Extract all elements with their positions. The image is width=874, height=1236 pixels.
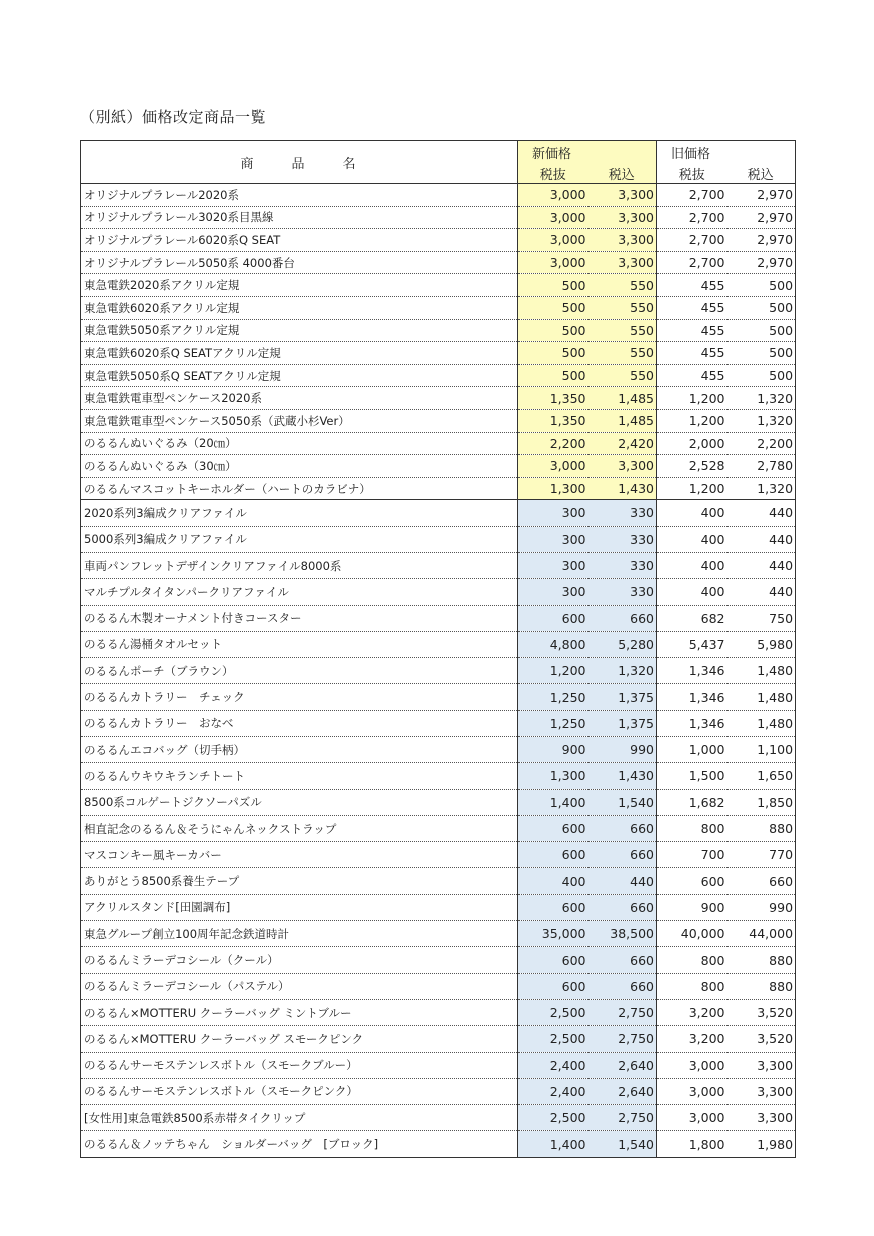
old-tax-incl-cell: 440 bbox=[727, 526, 796, 552]
old-tax-excl-cell: 400 bbox=[657, 526, 727, 552]
table-row bbox=[81, 947, 796, 973]
table-row bbox=[81, 894, 796, 920]
product-name-cell: 東急電鉄5050系Q SEATアクリル定規 bbox=[81, 364, 518, 387]
new-tax-excl-cell: 2,500 bbox=[518, 999, 588, 1025]
product-name-cell: 東急電鉄6020系アクリル定規 bbox=[81, 296, 518, 319]
header-product-name: 商品名 bbox=[81, 141, 518, 184]
old-tax-excl-cell: 455 bbox=[657, 364, 727, 387]
new-tax-incl-cell: 660 bbox=[588, 842, 657, 868]
new-tax-excl-cell: 400 bbox=[518, 868, 588, 894]
old-tax-incl-cell: 500 bbox=[727, 364, 796, 387]
product-name-cell: オリジナルプラレール5050系 4000番台 bbox=[81, 251, 518, 274]
table-row bbox=[81, 342, 796, 365]
new-tax-excl-cell: 900 bbox=[518, 736, 588, 762]
old-tax-excl-cell: 682 bbox=[657, 605, 727, 631]
table-row bbox=[81, 763, 796, 789]
product-name-cell: のるるん＆ノッテちゃん ショルダーバッグ [ブロック] bbox=[81, 1131, 518, 1157]
old-tax-incl-cell: 2,970 bbox=[727, 251, 796, 274]
new-tax-incl-cell: 2,640 bbox=[588, 1052, 657, 1078]
new-tax-incl-cell: 5,280 bbox=[588, 631, 657, 657]
product-name-cell: のるるんぬいぐるみ（30㎝） bbox=[81, 455, 518, 478]
old-tax-incl-cell: 1,480 bbox=[727, 684, 796, 710]
old-tax-excl-cell: 2,700 bbox=[657, 251, 727, 274]
new-tax-incl-cell: 1,320 bbox=[588, 658, 657, 684]
table-row bbox=[81, 736, 796, 762]
new-tax-excl-cell: 300 bbox=[518, 526, 588, 552]
old-tax-excl-cell: 900 bbox=[657, 894, 727, 920]
header-old-tax-excl: 税抜 bbox=[657, 163, 727, 184]
old-tax-excl-cell: 800 bbox=[657, 947, 727, 973]
old-tax-incl-cell: 880 bbox=[727, 947, 796, 973]
table-row bbox=[81, 605, 796, 631]
old-tax-excl-cell: 1,800 bbox=[657, 1131, 727, 1157]
product-name-cell: のるるん木製オーナメント付きコースター bbox=[81, 605, 518, 631]
product-name-cell: オリジナルプラレール2020系 bbox=[81, 184, 518, 207]
old-tax-incl-cell: 660 bbox=[727, 868, 796, 894]
old-tax-incl-cell: 500 bbox=[727, 319, 796, 342]
page-title: （別紙）価格改定商品一覧 bbox=[80, 108, 267, 126]
old-tax-incl-cell: 3,300 bbox=[727, 1105, 796, 1131]
new-tax-incl-cell: 330 bbox=[588, 500, 657, 526]
new-tax-excl-cell: 1,250 bbox=[518, 684, 588, 710]
table-row bbox=[81, 526, 796, 552]
new-tax-excl-cell: 3,000 bbox=[518, 184, 588, 207]
product-name-cell: のるるんサーモステンレスボトル（スモークブルー） bbox=[81, 1052, 518, 1078]
new-tax-excl-cell: 3,000 bbox=[518, 206, 588, 229]
product-name-cell: のるるんマスコットキーホルダー（ハートのカラビナ） bbox=[81, 477, 518, 500]
old-tax-excl-cell: 1,200 bbox=[657, 409, 727, 432]
new-tax-excl-cell: 2,200 bbox=[518, 432, 588, 455]
new-tax-incl-cell: 660 bbox=[588, 815, 657, 841]
new-tax-incl-cell: 1,430 bbox=[588, 763, 657, 789]
table-row bbox=[81, 319, 796, 342]
old-tax-excl-cell: 3,200 bbox=[657, 1026, 727, 1052]
old-tax-excl-cell: 400 bbox=[657, 579, 727, 605]
product-name-cell: 車両パンフレットデザインクリアファイル8000系 bbox=[81, 552, 518, 578]
table-row bbox=[81, 842, 796, 868]
old-tax-excl-cell: 2,700 bbox=[657, 229, 727, 252]
old-tax-excl-cell: 1,346 bbox=[657, 710, 727, 736]
old-tax-excl-cell: 1,346 bbox=[657, 684, 727, 710]
old-tax-incl-cell: 2,200 bbox=[727, 432, 796, 455]
new-tax-incl-cell: 3,300 bbox=[588, 455, 657, 478]
old-tax-excl-cell: 455 bbox=[657, 274, 727, 297]
new-tax-excl-cell: 1,400 bbox=[518, 1131, 588, 1157]
table-row bbox=[81, 251, 796, 274]
new-tax-excl-cell: 600 bbox=[518, 605, 588, 631]
old-tax-incl-cell: 770 bbox=[727, 842, 796, 868]
old-tax-incl-cell: 1,650 bbox=[727, 763, 796, 789]
new-tax-incl-cell: 1,375 bbox=[588, 710, 657, 736]
new-tax-excl-cell: 1,350 bbox=[518, 387, 588, 410]
new-tax-excl-cell: 600 bbox=[518, 815, 588, 841]
new-tax-incl-cell: 3,300 bbox=[588, 229, 657, 252]
table-row bbox=[81, 1052, 796, 1078]
new-tax-excl-cell: 3,000 bbox=[518, 229, 588, 252]
new-tax-excl-cell: 600 bbox=[518, 947, 588, 973]
table-row bbox=[81, 815, 796, 841]
product-name-cell: のるるんミラーデコシール（クール） bbox=[81, 947, 518, 973]
new-tax-excl-cell: 4,800 bbox=[518, 631, 588, 657]
old-tax-excl-cell: 1,682 bbox=[657, 789, 727, 815]
product-name-cell: 東急電鉄電車型ペンケース2020系 bbox=[81, 387, 518, 410]
old-tax-incl-cell: 1,850 bbox=[727, 789, 796, 815]
new-tax-incl-cell: 440 bbox=[588, 868, 657, 894]
old-tax-excl-cell: 455 bbox=[657, 296, 727, 319]
product-name-cell: 東急電鉄2020系アクリル定規 bbox=[81, 274, 518, 297]
table-row bbox=[81, 921, 796, 947]
new-tax-excl-cell: 2,500 bbox=[518, 1105, 588, 1131]
old-tax-incl-cell: 44,000 bbox=[727, 921, 796, 947]
old-tax-excl-cell: 800 bbox=[657, 815, 727, 841]
new-tax-incl-cell: 3,300 bbox=[588, 251, 657, 274]
new-tax-incl-cell: 2,750 bbox=[588, 999, 657, 1025]
table-row bbox=[81, 1131, 796, 1157]
new-tax-incl-cell: 1,430 bbox=[588, 477, 657, 500]
table-row bbox=[81, 184, 796, 207]
old-tax-excl-cell: 600 bbox=[657, 868, 727, 894]
old-tax-incl-cell: 1,480 bbox=[727, 710, 796, 736]
new-tax-incl-cell: 3,300 bbox=[588, 184, 657, 207]
new-tax-excl-cell: 1,200 bbox=[518, 658, 588, 684]
product-name-cell: のるるんカトラリー チェック bbox=[81, 684, 518, 710]
old-tax-incl-cell: 440 bbox=[727, 500, 796, 526]
table-row bbox=[81, 432, 796, 455]
table-row bbox=[81, 229, 796, 252]
table-row bbox=[81, 387, 796, 410]
old-tax-incl-cell: 2,970 bbox=[727, 229, 796, 252]
new-tax-incl-cell: 990 bbox=[588, 736, 657, 762]
new-tax-incl-cell: 2,750 bbox=[588, 1105, 657, 1131]
old-tax-excl-cell: 3,000 bbox=[657, 1078, 727, 1104]
product-name-cell: マルチプルタイタンパークリアファイル bbox=[81, 579, 518, 605]
header-old-tax-incl: 税込 bbox=[727, 163, 796, 184]
new-tax-excl-cell: 600 bbox=[518, 894, 588, 920]
new-tax-excl-cell: 2,400 bbox=[518, 1078, 588, 1104]
table-row bbox=[81, 973, 796, 999]
old-tax-excl-cell: 3,000 bbox=[657, 1105, 727, 1131]
new-tax-incl-cell: 2,750 bbox=[588, 1026, 657, 1052]
new-tax-incl-cell: 550 bbox=[588, 364, 657, 387]
table-row bbox=[81, 500, 796, 526]
table-row bbox=[81, 1105, 796, 1131]
old-tax-incl-cell: 880 bbox=[727, 815, 796, 841]
table-row bbox=[81, 1026, 796, 1052]
new-tax-excl-cell: 1,350 bbox=[518, 409, 588, 432]
new-tax-incl-cell: 550 bbox=[588, 342, 657, 365]
table-row bbox=[81, 364, 796, 387]
old-tax-excl-cell: 455 bbox=[657, 342, 727, 365]
new-tax-incl-cell: 1,485 bbox=[588, 387, 657, 410]
new-tax-incl-cell: 3,300 bbox=[588, 206, 657, 229]
product-name-cell: 東急電鉄電車型ペンケース5050系（武蔵小杉Ver） bbox=[81, 409, 518, 432]
product-name-cell: のるるんサーモステンレスボトル（スモークピンク） bbox=[81, 1078, 518, 1104]
new-tax-excl-cell: 500 bbox=[518, 319, 588, 342]
product-name-cell: アクリルスタンド[田園調布] bbox=[81, 894, 518, 920]
header-new-price: 新価格 bbox=[518, 141, 657, 164]
product-name-cell: のるるんエコバッグ（切手柄） bbox=[81, 736, 518, 762]
header-old-price: 旧価格 bbox=[657, 141, 796, 164]
header-new-tax-excl: 税抜 bbox=[518, 163, 588, 184]
old-tax-incl-cell: 3,520 bbox=[727, 1026, 796, 1052]
old-tax-excl-cell: 1,200 bbox=[657, 477, 727, 500]
product-name-cell: オリジナルプラレール6020系Q SEAT bbox=[81, 229, 518, 252]
old-tax-incl-cell: 1,480 bbox=[727, 658, 796, 684]
new-tax-incl-cell: 1,540 bbox=[588, 789, 657, 815]
new-tax-excl-cell: 2,400 bbox=[518, 1052, 588, 1078]
new-tax-excl-cell: 300 bbox=[518, 552, 588, 578]
product-name-cell: 8500系コルゲートジクソーパズル bbox=[81, 789, 518, 815]
old-tax-incl-cell: 500 bbox=[727, 274, 796, 297]
new-tax-incl-cell: 660 bbox=[588, 894, 657, 920]
new-tax-incl-cell: 550 bbox=[588, 319, 657, 342]
old-tax-excl-cell: 3,200 bbox=[657, 999, 727, 1025]
new-tax-incl-cell: 330 bbox=[588, 552, 657, 578]
new-tax-incl-cell: 550 bbox=[588, 296, 657, 319]
old-tax-excl-cell: 2,700 bbox=[657, 184, 727, 207]
product-name-cell: のるるんポーチ（ブラウン） bbox=[81, 658, 518, 684]
table-row bbox=[81, 477, 796, 500]
old-tax-excl-cell: 5,437 bbox=[657, 631, 727, 657]
old-tax-excl-cell: 40,000 bbox=[657, 921, 727, 947]
product-name-cell: のるるんウキウキランチトート bbox=[81, 763, 518, 789]
new-tax-excl-cell: 1,400 bbox=[518, 789, 588, 815]
new-tax-excl-cell: 1,250 bbox=[518, 710, 588, 736]
old-tax-incl-cell: 500 bbox=[727, 342, 796, 365]
old-tax-incl-cell: 3,520 bbox=[727, 999, 796, 1025]
old-tax-incl-cell: 1,320 bbox=[727, 387, 796, 410]
new-tax-excl-cell: 500 bbox=[518, 342, 588, 365]
new-tax-incl-cell: 1,540 bbox=[588, 1131, 657, 1157]
table-row bbox=[81, 296, 796, 319]
old-tax-excl-cell: 1,000 bbox=[657, 736, 727, 762]
new-tax-excl-cell: 3,000 bbox=[518, 455, 588, 478]
old-tax-incl-cell: 2,970 bbox=[727, 184, 796, 207]
new-tax-incl-cell: 660 bbox=[588, 605, 657, 631]
old-tax-incl-cell: 2,780 bbox=[727, 455, 796, 478]
old-tax-incl-cell: 2,970 bbox=[727, 206, 796, 229]
table-row bbox=[81, 710, 796, 736]
old-tax-incl-cell: 990 bbox=[727, 894, 796, 920]
product-name-cell: のるるん湯桶タオルセット bbox=[81, 631, 518, 657]
table-row bbox=[81, 631, 796, 657]
table-row bbox=[81, 579, 796, 605]
new-tax-incl-cell: 38,500 bbox=[588, 921, 657, 947]
product-name-cell: オリジナルプラレール3020系目黒線 bbox=[81, 206, 518, 229]
old-tax-incl-cell: 440 bbox=[727, 579, 796, 605]
new-tax-excl-cell: 500 bbox=[518, 364, 588, 387]
old-tax-incl-cell: 1,100 bbox=[727, 736, 796, 762]
old-tax-incl-cell: 750 bbox=[727, 605, 796, 631]
old-tax-excl-cell: 2,000 bbox=[657, 432, 727, 455]
table-row bbox=[81, 789, 796, 815]
table-row bbox=[81, 1078, 796, 1104]
product-name-cell: 東急グループ創立100周年記念鉄道時計 bbox=[81, 921, 518, 947]
old-tax-incl-cell: 880 bbox=[727, 973, 796, 999]
new-tax-incl-cell: 660 bbox=[588, 947, 657, 973]
new-tax-incl-cell: 1,375 bbox=[588, 684, 657, 710]
table-row bbox=[81, 868, 796, 894]
table-row bbox=[81, 658, 796, 684]
new-tax-incl-cell: 550 bbox=[588, 274, 657, 297]
product-name-cell: 2020系列3編成クリアファイル bbox=[81, 500, 518, 526]
old-tax-excl-cell: 455 bbox=[657, 319, 727, 342]
old-tax-excl-cell: 3,000 bbox=[657, 1052, 727, 1078]
old-tax-incl-cell: 500 bbox=[727, 296, 796, 319]
new-tax-excl-cell: 35,000 bbox=[518, 921, 588, 947]
product-name-cell: のるるんミラーデコシール（パステル） bbox=[81, 973, 518, 999]
table-header bbox=[81, 141, 796, 184]
new-tax-excl-cell: 2,500 bbox=[518, 1026, 588, 1052]
product-name-cell: のるるん×MOTTERU クーラーバッグ スモークピンク bbox=[81, 1026, 518, 1052]
old-tax-incl-cell: 5,980 bbox=[727, 631, 796, 657]
old-tax-excl-cell: 400 bbox=[657, 500, 727, 526]
product-name-cell: 相直記念のるるん＆そうにゃんネックストラップ bbox=[81, 815, 518, 841]
old-tax-excl-cell: 1,500 bbox=[657, 763, 727, 789]
header-new-tax-incl: 税込 bbox=[588, 163, 657, 184]
new-tax-excl-cell: 500 bbox=[518, 274, 588, 297]
table-row bbox=[81, 999, 796, 1025]
new-tax-excl-cell: 300 bbox=[518, 500, 588, 526]
new-tax-excl-cell: 300 bbox=[518, 579, 588, 605]
table-row bbox=[81, 684, 796, 710]
old-tax-incl-cell: 3,300 bbox=[727, 1052, 796, 1078]
product-name-cell: のるるんぬいぐるみ（20㎝） bbox=[81, 432, 518, 455]
new-tax-excl-cell: 600 bbox=[518, 842, 588, 868]
table-row bbox=[81, 274, 796, 297]
table-row bbox=[81, 206, 796, 229]
new-tax-incl-cell: 330 bbox=[588, 579, 657, 605]
old-tax-excl-cell: 1,346 bbox=[657, 658, 727, 684]
new-tax-incl-cell: 1,485 bbox=[588, 409, 657, 432]
new-tax-incl-cell: 2,420 bbox=[588, 432, 657, 455]
new-tax-excl-cell: 500 bbox=[518, 296, 588, 319]
old-tax-excl-cell: 2,700 bbox=[657, 206, 727, 229]
new-tax-incl-cell: 330 bbox=[588, 526, 657, 552]
product-name-cell: [女性用]東急電鉄8500系赤帯タイクリップ bbox=[81, 1105, 518, 1131]
product-name-cell: のるるん×MOTTERU クーラーバッグ ミントブルー bbox=[81, 999, 518, 1025]
old-tax-incl-cell: 440 bbox=[727, 552, 796, 578]
new-tax-incl-cell: 660 bbox=[588, 973, 657, 999]
new-tax-incl-cell: 2,640 bbox=[588, 1078, 657, 1104]
new-tax-excl-cell: 3,000 bbox=[518, 251, 588, 274]
table-row bbox=[81, 552, 796, 578]
product-name-cell: のるるんカトラリー おなべ bbox=[81, 710, 518, 736]
old-tax-incl-cell: 3,300 bbox=[727, 1078, 796, 1104]
new-tax-excl-cell: 600 bbox=[518, 973, 588, 999]
old-tax-excl-cell: 800 bbox=[657, 973, 727, 999]
table-row bbox=[81, 409, 796, 432]
table-body bbox=[81, 184, 796, 1158]
old-tax-incl-cell: 1,980 bbox=[727, 1131, 796, 1157]
price-table bbox=[80, 140, 796, 1158]
old-tax-excl-cell: 700 bbox=[657, 842, 727, 868]
product-name-cell: 東急電鉄6020系Q SEATアクリル定規 bbox=[81, 342, 518, 365]
table-row bbox=[81, 455, 796, 478]
old-tax-excl-cell: 2,528 bbox=[657, 455, 727, 478]
product-name-cell: マスコンキー風キーカバー bbox=[81, 842, 518, 868]
new-tax-excl-cell: 1,300 bbox=[518, 477, 588, 500]
product-name-cell: ありがとう8500系養生テープ bbox=[81, 868, 518, 894]
new-tax-excl-cell: 1,300 bbox=[518, 763, 588, 789]
old-tax-incl-cell: 1,320 bbox=[727, 477, 796, 500]
old-tax-excl-cell: 400 bbox=[657, 552, 727, 578]
product-name-cell: 5000系列3編成クリアファイル bbox=[81, 526, 518, 552]
product-name-cell: 東急電鉄5050系アクリル定規 bbox=[81, 319, 518, 342]
old-tax-incl-cell: 1,320 bbox=[727, 409, 796, 432]
old-tax-excl-cell: 1,200 bbox=[657, 387, 727, 410]
